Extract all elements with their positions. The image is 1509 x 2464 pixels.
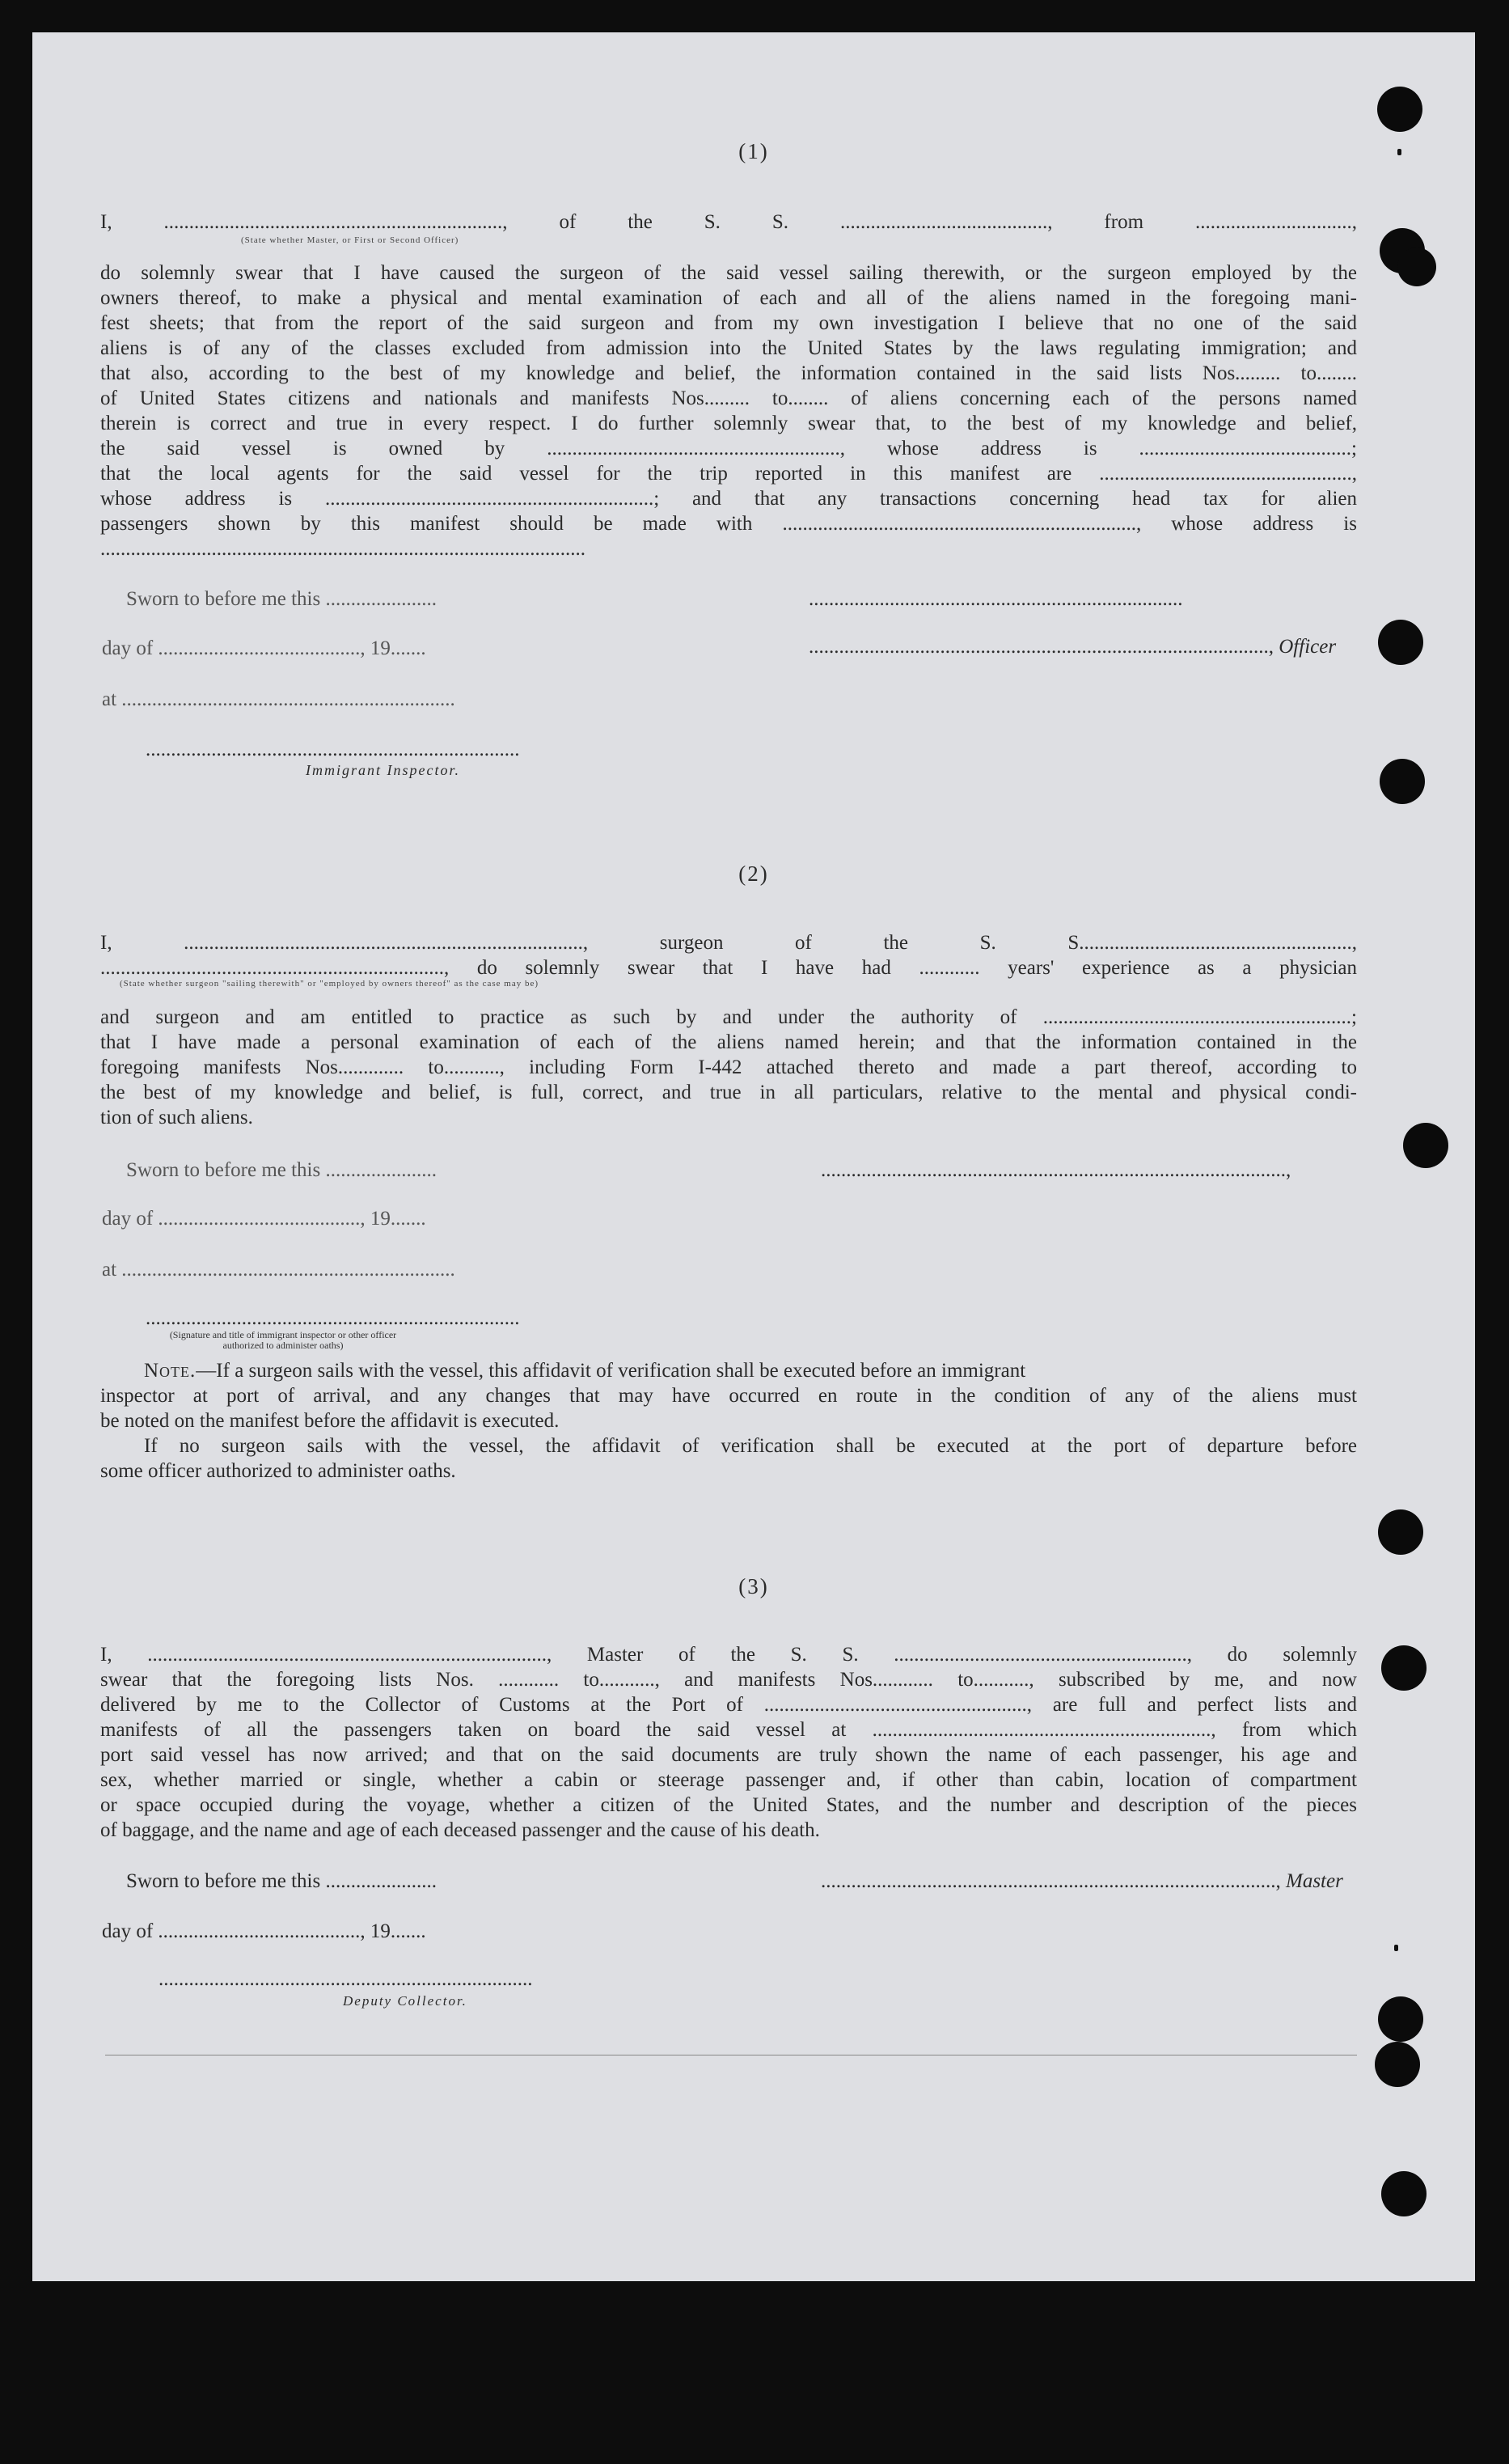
- section-2-day: day of ........................................, 19.......: [102, 1208, 426, 1230]
- section-1-officer-line: ..........................................................................................., Officer: [809, 636, 1337, 658]
- section-1-right-dots: ..........................................................................: [809, 588, 1183, 610]
- section-1-line: the said vessel is owned by .........................................................., whose address is ..........................................;: [100, 438, 1357, 459]
- section-1-line: that also, according to the best of my knowledge and belief, the information contained in the said lists Nos......... to........: [100, 362, 1357, 384]
- master-label: Master: [1286, 1870, 1343, 1892]
- section-2-line: and surgeon and am entitled to practice as such by and under the authority of .............................................................;: [100, 1006, 1357, 1028]
- section-2-sig-dots: ..........................................................................: [146, 1307, 520, 1329]
- section-2-line: that I have made a personal examination of each of the aliens named herein; and that the information contained in the: [100, 1031, 1357, 1053]
- section-1-line: therein is correct and true in every respect. I do further solemnly swear that, to the best of my knowledge and belief,: [100, 413, 1357, 434]
- punch-hole-icon: [1378, 1509, 1423, 1555]
- section-3-sworn: Sworn to before me this ......................: [126, 1870, 437, 1892]
- section-1-line: aliens is of any of the classes excluded from admission into the United States by the laws regulating immigration; and: [100, 337, 1357, 359]
- section-2-line: tion of such aliens.: [100, 1107, 253, 1128]
- section-2-line: foregoing manifests Nos............. to..........., including Form I-442 attached thereto and made a part thereof, according to: [100, 1056, 1357, 1078]
- section-1-hint: (State whether Master, or First or Second Officer): [241, 235, 459, 245]
- section-2-note2-line: If no surgeon sails with the vessel, the affidavit of verification shall be executed at the port of departure before: [144, 1435, 1357, 1457]
- section-3-day: day of ........................................, 19.......: [102, 1920, 426, 1942]
- master-dots: ..........................................................................................,: [821, 1870, 1281, 1892]
- specks-icon: [1394, 1945, 1398, 1951]
- punch-hole-icon: [1397, 248, 1436, 286]
- note-text: —If a surgeon sails with the vessel, this affidavit of verification shall be executed before an immigrant: [196, 1360, 1026, 1382]
- section-2-line: the best of my knowledge and belief, is full, correct, and true in all particulars, relative to the mental and physical condi-: [100, 1082, 1357, 1103]
- section-2-line: I, ..............................................................................., surgeon of the S. S......................................................,: [100, 932, 1357, 954]
- section-3-sig-dots: ..........................................................................: [159, 1968, 533, 1990]
- manifest-page: [32, 32, 1475, 2281]
- section-2-hint: (State whether surgeon "sailing therewith" or "employed by owners thereof" as the case may be): [120, 979, 539, 989]
- section-2-line: ...................................................................., do solemnly swear that I have had ............ years' experience as a physician: [100, 957, 1357, 979]
- immigrant-inspector-label: Immigrant Inspector.: [306, 762, 460, 778]
- section-3-line: manifests of all the passengers taken on board the said vessel at ..................................................................., from which: [100, 1719, 1357, 1741]
- section-2-number: (2): [738, 862, 769, 886]
- punch-hole-icon: [1377, 87, 1422, 132]
- section-2-right-dots: ............................................................................................,: [821, 1159, 1291, 1181]
- section-3-master-line: [821, 1869, 1343, 1894]
- punch-hole-icon: [1375, 2042, 1420, 2087]
- section-1-number: (1): [738, 139, 769, 163]
- section-2-note-line: be noted on the manifest before the affidavit is executed.: [100, 1410, 560, 1432]
- section-1-line: I, ..................................................................., of the S. S. ........................................., from ...............................,: [100, 211, 1357, 233]
- section-1-day: day of ........................................, 19.......: [102, 637, 426, 659]
- section-3-line: port said vessel has now arrived; and that on the said documents are truly shown the name of each passenger, his age and: [100, 1744, 1357, 1766]
- section-1-line: of United States citizens and nationals and manifests Nos......... to........ of aliens concerning each of the persons named: [100, 387, 1357, 409]
- section-3-line: swear that the foregoing lists Nos. ............ to..........., and manifests Nos............ to..........., subscribed by me, and now: [100, 1669, 1357, 1691]
- section-1-blank-line: ................................................................................................: [100, 538, 585, 560]
- section-2-sig-label: (Signature and title of immigrant inspector or other officer authorized to administer oaths): [169, 1329, 397, 1351]
- section-1-at: at ..................................................................: [102, 688, 455, 710]
- section-1-sworn: Sworn to before me this ......................: [126, 588, 437, 610]
- section-3-line: or space occupied during the voyage, whether a citizen of the United States, and the number and description of the pieces: [100, 1794, 1357, 1816]
- section-2-at: at ..................................................................: [102, 1259, 455, 1281]
- section-1-line: passengers shown by this manifest should be made with ......................................................................, whose address is: [100, 513, 1357, 535]
- section-1-line: do solemnly swear that I have caused the surgeon of the said vessel sailing therewith, or the surgeon employed by the: [100, 262, 1357, 284]
- punch-hole-icon: [1381, 1645, 1427, 1691]
- section-3-line: delivered by me to the Collector of Customs at the Port of ...................................................., are full and perfect lists and: [100, 1694, 1357, 1716]
- punch-hole-icon: [1378, 620, 1423, 665]
- deputy-collector-label: Deputy Collector.: [343, 1993, 467, 2009]
- section-2-note-line: inspector at port of arrival, and any changes that may have occurred en route in the condition of any of the aliens must: [100, 1385, 1357, 1407]
- section-2-note: [100, 1359, 1357, 1383]
- officer-dots: ...........................................................................................: [809, 636, 1269, 658]
- specks-icon: [1397, 149, 1401, 155]
- section-2-note2-line: some officer authorized to administer oaths.: [100, 1460, 456, 1482]
- officer-label: Officer: [1279, 636, 1337, 658]
- note-label: Note.: [144, 1360, 197, 1382]
- punch-hole-icon: [1378, 1996, 1423, 2042]
- section-2-sworn: Sworn to before me this ......................: [126, 1159, 437, 1181]
- section-1-line: owners thereof, to make a physical and mental examination of each and all of the aliens named in the foregoing mani-: [100, 287, 1357, 309]
- section-3-number: (3): [738, 1574, 769, 1598]
- punch-hole-icon: [1403, 1123, 1448, 1168]
- punch-hole-icon: [1381, 2171, 1427, 2216]
- section-3-line: of baggage, and the name and age of each deceased passenger and the cause of his death.: [100, 1819, 820, 1841]
- punch-hole-icon: [1380, 759, 1425, 804]
- section-1-inspector-dots: ..........................................................................: [146, 739, 520, 760]
- section-1-line: that the local agents for the said vessel for the trip reported in this manifest are ..................................................,: [100, 463, 1357, 485]
- section-1-line: fest sheets; that from the report of the said surgeon and from my own investigation I believe that no one of the said: [100, 312, 1357, 334]
- section-3-line: sex, whether married or single, whether a cabin or steerage passenger and, if other than cabin, location of compartment: [100, 1769, 1357, 1791]
- section-3-line: I, ..............................................................................., Master of the S. S. .........................................................., do solemnly: [100, 1644, 1357, 1666]
- section-1-line: whose address is .................................................................; and that any transactions concerning head tax for alien: [100, 488, 1357, 510]
